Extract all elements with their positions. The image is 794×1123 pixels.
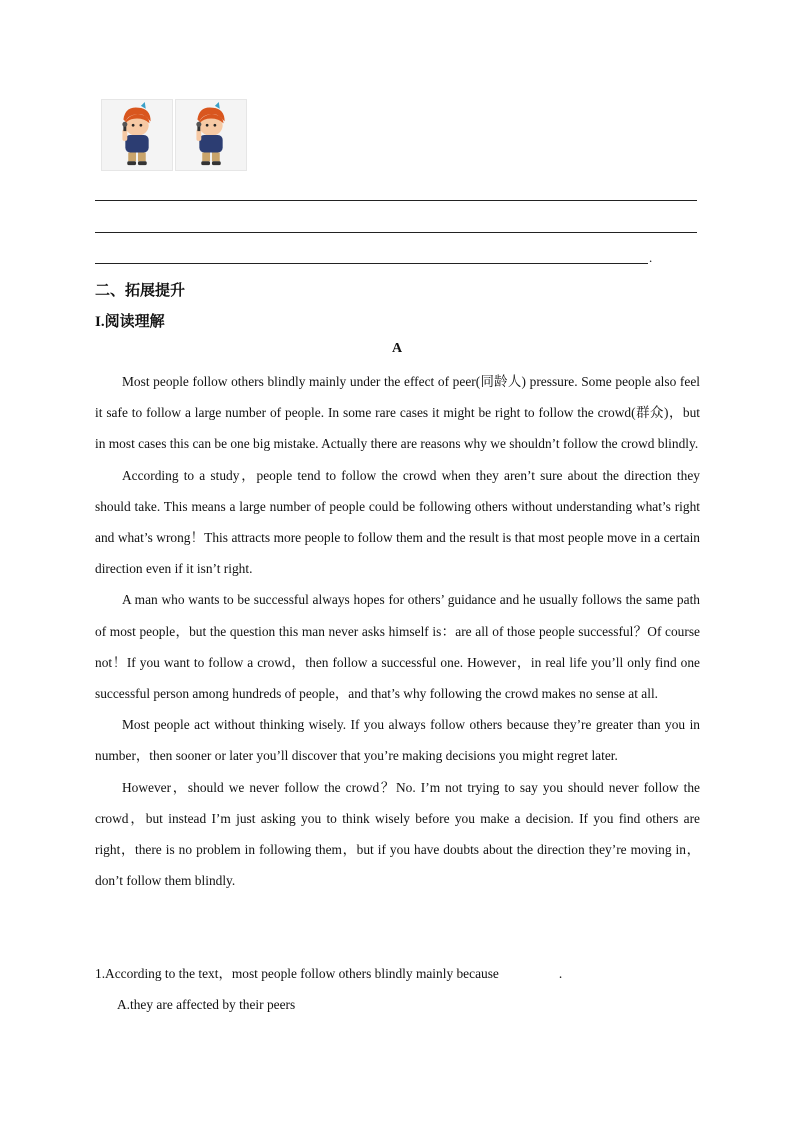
paragraph-4: Most people act without thinking wisely. If you always follow others because they’re greater than you in number，then sooner or later you’ll discover that you’re making decisions you might regret later. (95, 717, 700, 764)
boy-singing-picture-2 (175, 99, 247, 171)
passage-body (95, 366, 700, 896)
illustration-row (101, 99, 247, 171)
passage-label: A (391, 341, 403, 356)
answer-line-1[interactable] (95, 200, 697, 201)
paragraph-5: However，should we never follow the crowd？No. I’m not trying to say you should never follow the crowd，but instead I’m just asking you to think wisely before you make a decision. If you find others are right，there is no problem in following them，but if you have doubts about the direction they’re moving in，don’t follow them blindly. (95, 779, 700, 889)
boy-with-microphone-icon (102, 100, 172, 170)
question-1-stem: 1.According to the text，most people follow others blindly mainly because (95, 966, 499, 981)
answer-line-3[interactable] (95, 263, 648, 264)
answer-line-period: . (649, 250, 653, 265)
answer-line-2[interactable] (95, 232, 697, 233)
question-1-end: . (558, 966, 563, 981)
section-heading-part-two: 二、拓展提升 (95, 283, 186, 299)
question-1 (95, 958, 700, 989)
boy-with-microphone-icon (176, 100, 246, 170)
paragraph-1: Most people follow others blindly mainly under the effect of peer(同龄人) pressure. Some people also feel it safe to follow a large number of people. In some rare cases it might be right to follow the crowd(群众)，but in most cases this can be one big mistake. Actually there are reasons why we shouldn’t follow the crowd blindly. (95, 374, 700, 452)
question-1-option-a[interactable]: A.they are affected by their peers (117, 997, 296, 1012)
section-heading-reading: I.阅读理解 (95, 314, 165, 330)
paragraph-2: According to a study，people tend to follow the crowd when they aren’t sure about the direction they should take. This means a large number of people could be following others without understanding what’s right and what’s wrong！This attracts more people to follow them and the result is that most people move in a certain direction even if it isn’t right. (95, 467, 700, 577)
boy-singing-picture-1 (101, 99, 173, 171)
paragraph-3: A man who wants to be successful always hopes for others’ guidance and he usually follows the same path of most people，but the question this man never asks himself is：are all of those people successful？Of course not！If you want to follow a crowd，then follow a successful one. However，in real life you’ll only find one successful person among hundreds of people，and that’s why following the crowd makes no sense at all. (95, 592, 700, 702)
